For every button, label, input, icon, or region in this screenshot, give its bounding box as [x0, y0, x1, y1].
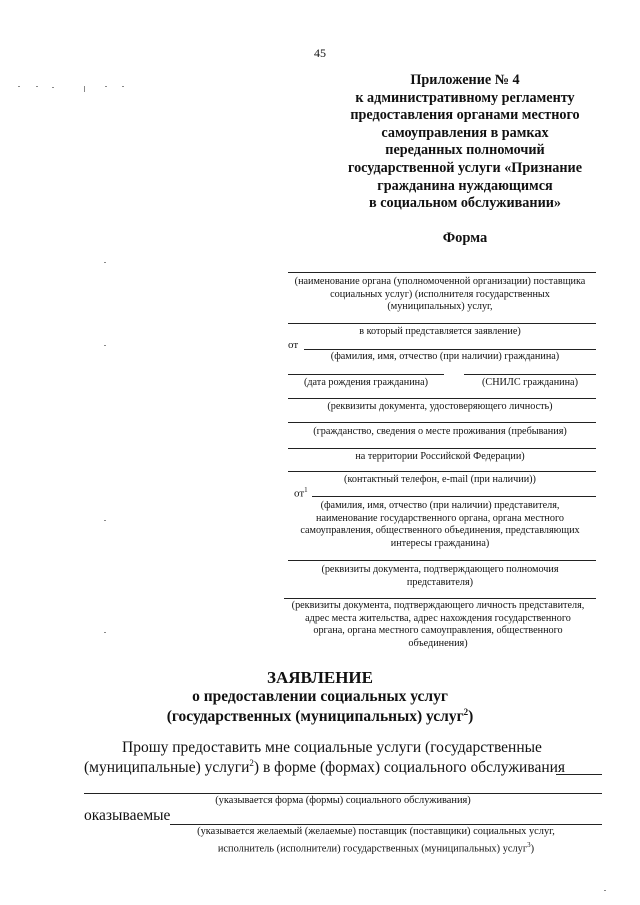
appendix-line: Приложение № 4 [410, 72, 520, 88]
rep-id-line[interactable] [284, 598, 596, 599]
citizenship-caption: (гражданство, сведения о месте проживания (пребывания) [313, 426, 567, 437]
organ-field-line[interactable] [288, 272, 596, 273]
snils-line[interactable] [464, 374, 596, 375]
scan-speck [104, 345, 106, 346]
snils-caption: (СНИЛС гражданина) [482, 377, 578, 388]
scan-speck [18, 86, 20, 87]
birth-date-caption: (дата рождения гражданина) [303, 377, 429, 388]
caption-line: самоуправления, общественного объединения, представляющих [300, 525, 580, 537]
caption-line: социальных услуг) (исполнителя государственных [330, 288, 550, 300]
scan-speck [104, 632, 106, 633]
organ-caption [280, 276, 600, 314]
representative-caption [280, 500, 600, 550]
contacts-line[interactable] [288, 471, 596, 472]
authority-doc-line[interactable] [288, 560, 596, 561]
body-line-1: Прошу предоставить мне социальные услуги (государственные [122, 739, 542, 756]
birth-date-line[interactable] [288, 374, 444, 375]
caption-line: представителя) [406, 576, 474, 588]
caption-text: исполнитель (исполнители) государственных (муниципальных) услуг [217, 843, 528, 855]
from-label-2 [294, 486, 308, 500]
provider-caption-2 [150, 839, 602, 856]
contacts-caption: (контактный телефон, e-mail (при наличии)) [344, 474, 536, 485]
representative-line[interactable] [312, 496, 596, 497]
territory-caption: на территории Российской Федерации) [355, 451, 525, 462]
citizenship-line[interactable] [288, 422, 596, 423]
territory-line[interactable] [288, 448, 596, 449]
caption-line: объединения) [408, 637, 468, 649]
form-label: Форма [442, 230, 488, 246]
provided-label: оказываемые [84, 807, 171, 824]
provider-line[interactable] [170, 824, 602, 825]
from-label: от [288, 339, 299, 351]
body-text: ) в форме (формах) социального обслуживания [253, 759, 566, 777]
submitted-caption: в который представляется заявление) [359, 326, 521, 337]
body-text: (муниципальные) услуги [84, 759, 250, 777]
subtitle-end: ) [468, 708, 474, 726]
id-doc-line[interactable] [288, 398, 596, 399]
organ-field-line-2[interactable] [288, 323, 596, 324]
caption-line: (реквизиты документа, подтверждающего личность представителя, [291, 600, 585, 611]
scan-speck [104, 262, 106, 263]
appendix-line: переданных полномочий [385, 142, 545, 159]
scan-speck [122, 86, 124, 87]
caption-line: наименование государственного органа, органа местного [316, 512, 564, 524]
applicant-name-caption: (фамилия, имя, отчество (при наличии) гражданина) [330, 351, 560, 362]
from-label-text: от [294, 487, 305, 500]
appendix-line: самоуправления в рамках [381, 124, 549, 141]
footnote-1: 1 [304, 486, 308, 494]
scan-speck [36, 86, 38, 87]
scan-speck [52, 87, 54, 88]
footnote-3: 3 [527, 841, 531, 849]
id-doc-caption: (реквизиты документа, удостоверяющего личность) [327, 401, 553, 412]
rep-id-caption [276, 600, 600, 650]
footnote-2: 2 [463, 707, 469, 717]
caption-line: адрес места жительства, адрес нахождения государственного [305, 612, 571, 624]
appendix-line: гражданина нуждающимся [377, 177, 553, 194]
service-form-line[interactable] [84, 793, 602, 794]
scan-speck [84, 86, 85, 92]
form-caption: (указывается форма (формы) социального обслуживания) [215, 795, 471, 806]
page-number: 45 [314, 46, 326, 60]
subtitle-text: (государственных (муниципальных) услуг [166, 708, 464, 726]
appendix-block [330, 72, 600, 213]
appendix-line: государственной услуги «Признание [347, 159, 583, 176]
caption-line: (фамилия, имя, отчество (при наличии) представителя, [320, 500, 560, 511]
caption-end: ) [530, 843, 535, 855]
applicant-name-line[interactable] [304, 349, 596, 350]
statement-subtitle-1: о предоставлении социальных услуг [192, 688, 448, 705]
appendix-line: предоставления органами местного [350, 107, 580, 124]
scan-speck [104, 520, 106, 521]
caption-line: интересы гражданина) [390, 537, 490, 549]
body-line-2 [84, 758, 565, 777]
caption-line: органа, органа местного самоуправления, общественного [313, 625, 563, 637]
statement-subtitle-2 [0, 707, 640, 726]
caption-line: (муниципальных) услуг, [387, 301, 493, 313]
statement-title: ЗАЯВЛЕНИЕ [266, 668, 373, 687]
scan-speck [105, 86, 107, 87]
provider-caption-1: (указывается желаемый (желаемые) поставщик (поставщики) социальных услуг, [197, 826, 555, 837]
footnote-2-body: 2 [249, 758, 254, 768]
authority-doc-caption [280, 564, 600, 589]
caption-line: (реквизиты документа, подтверждающего полномочия [321, 564, 559, 575]
appendix-line: к административному регламенту [355, 89, 575, 106]
scan-speck [604, 890, 606, 891]
appendix-line: в социальном обслуживании» [368, 195, 562, 212]
caption-line: (наименование органа (уполномоченной организации) поставщика [294, 276, 586, 287]
service-form-line-inline[interactable] [556, 774, 602, 775]
